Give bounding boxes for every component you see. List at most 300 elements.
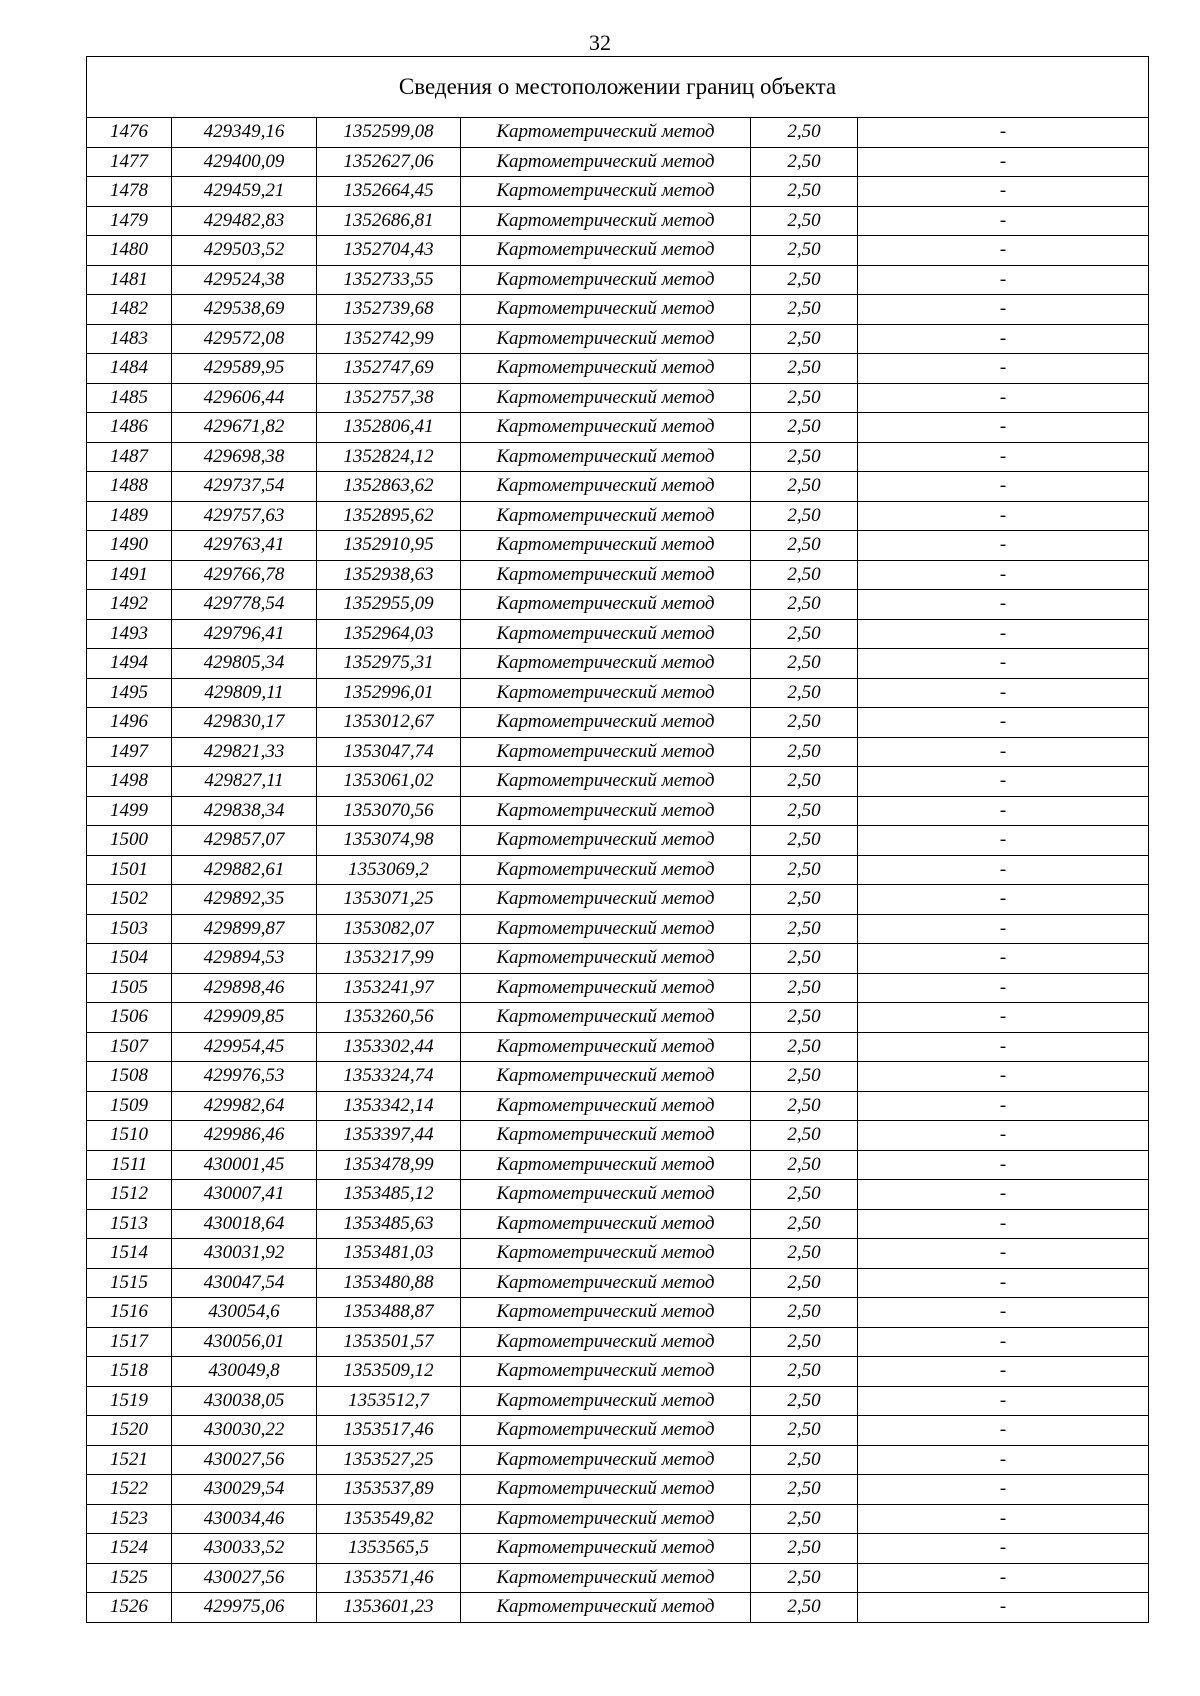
method-cell: Картометрический метод	[461, 1445, 751, 1475]
point-number-cell: 1478	[87, 177, 172, 207]
x-coordinate-cell: 429954,45	[172, 1032, 317, 1062]
method-cell: Картометрический метод	[461, 531, 751, 561]
point-number-cell: 1511	[87, 1150, 172, 1180]
y-coordinate-cell: 1353217,99	[317, 944, 461, 974]
y-coordinate-cell: 1353069,2	[317, 855, 461, 885]
method-cell: Картометрический метод	[461, 1003, 751, 1033]
y-coordinate-cell: 1353241,97	[317, 973, 461, 1003]
accuracy-cell: 2,50	[751, 1239, 858, 1269]
table-body	[87, 57, 1149, 1623]
y-coordinate-cell: 1352739,68	[317, 295, 461, 325]
accuracy-cell: 2,50	[751, 1593, 858, 1623]
description-cell: -	[858, 236, 1149, 266]
method-cell: Картометрический метод	[461, 826, 751, 856]
table-row	[87, 1062, 1149, 1092]
table-row	[87, 885, 1149, 915]
table-row	[87, 1298, 1149, 1328]
x-coordinate-cell: 429838,34	[172, 796, 317, 826]
table-row	[87, 914, 1149, 944]
table-row	[87, 649, 1149, 679]
x-coordinate-cell: 430034,46	[172, 1504, 317, 1534]
description-cell: -	[858, 147, 1149, 177]
point-number-cell: 1489	[87, 501, 172, 531]
description-cell: -	[858, 1150, 1149, 1180]
point-number-cell: 1519	[87, 1386, 172, 1416]
point-number-cell: 1486	[87, 413, 172, 443]
table-row	[87, 619, 1149, 649]
description-cell: -	[858, 118, 1149, 148]
method-cell: Картометрический метод	[461, 1268, 751, 1298]
y-coordinate-cell: 1352895,62	[317, 501, 461, 531]
x-coordinate-cell: 430007,41	[172, 1180, 317, 1210]
y-coordinate-cell: 1353082,07	[317, 914, 461, 944]
table-row	[87, 501, 1149, 531]
description-cell: -	[858, 1445, 1149, 1475]
table-row	[87, 1386, 1149, 1416]
accuracy-cell: 2,50	[751, 1032, 858, 1062]
method-cell: Картометрический метод	[461, 1357, 751, 1387]
method-cell: Картометрический метод	[461, 914, 751, 944]
x-coordinate-cell: 429982,64	[172, 1091, 317, 1121]
accuracy-cell: 2,50	[751, 1534, 858, 1564]
point-number-cell: 1516	[87, 1298, 172, 1328]
y-coordinate-cell: 1352627,06	[317, 147, 461, 177]
table-row	[87, 737, 1149, 767]
method-cell: Картометрический метод	[461, 973, 751, 1003]
y-coordinate-cell: 1353537,89	[317, 1475, 461, 1505]
x-coordinate-cell: 429830,17	[172, 708, 317, 738]
description-cell: -	[858, 1416, 1149, 1446]
description-cell: -	[858, 708, 1149, 738]
accuracy-cell: 2,50	[751, 413, 858, 443]
method-cell: Картометрический метод	[461, 472, 751, 502]
method-cell: Картометрический метод	[461, 147, 751, 177]
x-coordinate-cell: 429737,54	[172, 472, 317, 502]
method-cell: Картометрический метод	[461, 944, 751, 974]
accuracy-cell: 2,50	[751, 324, 858, 354]
y-coordinate-cell: 1352747,69	[317, 354, 461, 384]
y-coordinate-cell: 1352742,99	[317, 324, 461, 354]
table-row	[87, 1416, 1149, 1446]
table-row	[87, 1209, 1149, 1239]
y-coordinate-cell: 1352964,03	[317, 619, 461, 649]
y-coordinate-cell: 1352664,45	[317, 177, 461, 207]
method-cell: Картометрический метод	[461, 560, 751, 590]
x-coordinate-cell: 429805,34	[172, 649, 317, 679]
x-coordinate-cell: 430033,52	[172, 1534, 317, 1564]
y-coordinate-cell: 1352938,63	[317, 560, 461, 590]
table-title-row	[87, 57, 1149, 118]
y-coordinate-cell: 1353071,25	[317, 885, 461, 915]
table-row	[87, 796, 1149, 826]
y-coordinate-cell: 1353047,74	[317, 737, 461, 767]
y-coordinate-cell: 1352733,55	[317, 265, 461, 295]
x-coordinate-cell: 430031,92	[172, 1239, 317, 1269]
x-coordinate-cell: 429349,16	[172, 118, 317, 148]
point-number-cell: 1493	[87, 619, 172, 649]
point-number-cell: 1524	[87, 1534, 172, 1564]
description-cell: -	[858, 501, 1149, 531]
accuracy-cell: 2,50	[751, 885, 858, 915]
accuracy-cell: 2,50	[751, 944, 858, 974]
table-row	[87, 1239, 1149, 1269]
accuracy-cell: 2,50	[751, 295, 858, 325]
boundary-table-container	[86, 56, 1148, 1623]
y-coordinate-cell: 1353397,44	[317, 1121, 461, 1151]
description-cell: -	[858, 885, 1149, 915]
description-cell: -	[858, 1091, 1149, 1121]
table-row	[87, 265, 1149, 295]
x-coordinate-cell: 429524,38	[172, 265, 317, 295]
y-coordinate-cell: 1353481,03	[317, 1239, 461, 1269]
point-number-cell: 1500	[87, 826, 172, 856]
point-number-cell: 1507	[87, 1032, 172, 1062]
point-number-cell: 1490	[87, 531, 172, 561]
method-cell: Картометрический метод	[461, 1032, 751, 1062]
method-cell: Картометрический метод	[461, 1475, 751, 1505]
x-coordinate-cell: 429796,41	[172, 619, 317, 649]
method-cell: Картометрический метод	[461, 1593, 751, 1623]
x-coordinate-cell: 429400,09	[172, 147, 317, 177]
x-coordinate-cell: 429671,82	[172, 413, 317, 443]
description-cell: -	[858, 1327, 1149, 1357]
x-coordinate-cell: 429606,44	[172, 383, 317, 413]
accuracy-cell: 2,50	[751, 501, 858, 531]
x-coordinate-cell: 429698,38	[172, 442, 317, 472]
y-coordinate-cell: 1352686,81	[317, 206, 461, 236]
accuracy-cell: 2,50	[751, 1091, 858, 1121]
point-number-cell: 1479	[87, 206, 172, 236]
accuracy-cell: 2,50	[751, 1416, 858, 1446]
y-coordinate-cell: 1353571,46	[317, 1563, 461, 1593]
accuracy-cell: 2,50	[751, 1475, 858, 1505]
description-cell: -	[858, 1003, 1149, 1033]
method-cell: Картометрический метод	[461, 1298, 751, 1328]
point-number-cell: 1498	[87, 767, 172, 797]
description-cell: -	[858, 1386, 1149, 1416]
method-cell: Картометрический метод	[461, 619, 751, 649]
description-cell: -	[858, 1593, 1149, 1623]
table-row	[87, 1180, 1149, 1210]
table-row	[87, 1003, 1149, 1033]
method-cell: Картометрический метод	[461, 1386, 751, 1416]
x-coordinate-cell: 429892,35	[172, 885, 317, 915]
point-number-cell: 1476	[87, 118, 172, 148]
method-cell: Картометрический метод	[461, 1239, 751, 1269]
method-cell: Картометрический метод	[461, 1416, 751, 1446]
x-coordinate-cell: 429809,11	[172, 678, 317, 708]
x-coordinate-cell: 429976,53	[172, 1062, 317, 1092]
accuracy-cell: 2,50	[751, 826, 858, 856]
description-cell: -	[858, 442, 1149, 472]
method-cell: Картометрический метод	[461, 590, 751, 620]
x-coordinate-cell: 429899,87	[172, 914, 317, 944]
x-coordinate-cell: 429975,06	[172, 1593, 317, 1623]
description-cell: -	[858, 619, 1149, 649]
y-coordinate-cell: 1353517,46	[317, 1416, 461, 1446]
table-row	[87, 590, 1149, 620]
table-row	[87, 118, 1149, 148]
y-coordinate-cell: 1352975,31	[317, 649, 461, 679]
point-number-cell: 1480	[87, 236, 172, 266]
accuracy-cell: 2,50	[751, 796, 858, 826]
y-coordinate-cell: 1353342,14	[317, 1091, 461, 1121]
accuracy-cell: 2,50	[751, 118, 858, 148]
table-row	[87, 1357, 1149, 1387]
method-cell: Картометрический метод	[461, 177, 751, 207]
description-cell: -	[858, 472, 1149, 502]
accuracy-cell: 2,50	[751, 1298, 858, 1328]
description-cell: -	[858, 413, 1149, 443]
table-row	[87, 973, 1149, 1003]
point-number-cell: 1526	[87, 1593, 172, 1623]
method-cell: Картометрический метод	[461, 413, 751, 443]
x-coordinate-cell: 430030,22	[172, 1416, 317, 1446]
accuracy-cell: 2,50	[751, 737, 858, 767]
x-coordinate-cell: 430047,54	[172, 1268, 317, 1298]
method-cell: Картометрический метод	[461, 118, 751, 148]
point-number-cell: 1481	[87, 265, 172, 295]
y-coordinate-cell: 1353478,99	[317, 1150, 461, 1180]
description-cell: -	[858, 826, 1149, 856]
accuracy-cell: 2,50	[751, 1563, 858, 1593]
table-row	[87, 236, 1149, 266]
accuracy-cell: 2,50	[751, 649, 858, 679]
description-cell: -	[858, 383, 1149, 413]
accuracy-cell: 2,50	[751, 1268, 858, 1298]
description-cell: -	[858, 649, 1149, 679]
method-cell: Картометрический метод	[461, 236, 751, 266]
point-number-cell: 1518	[87, 1357, 172, 1387]
accuracy-cell: 2,50	[751, 1445, 858, 1475]
point-number-cell: 1487	[87, 442, 172, 472]
description-cell: -	[858, 1062, 1149, 1092]
description-cell: -	[858, 177, 1149, 207]
y-coordinate-cell: 1353302,44	[317, 1032, 461, 1062]
x-coordinate-cell: 429986,46	[172, 1121, 317, 1151]
y-coordinate-cell: 1353527,25	[317, 1445, 461, 1475]
method-cell: Картометрический метод	[461, 796, 751, 826]
y-coordinate-cell: 1353061,02	[317, 767, 461, 797]
accuracy-cell: 2,50	[751, 442, 858, 472]
table-row	[87, 177, 1149, 207]
description-cell: -	[858, 1121, 1149, 1151]
point-number-cell: 1495	[87, 678, 172, 708]
table-row	[87, 1534, 1149, 1564]
method-cell: Картометрический метод	[461, 649, 751, 679]
accuracy-cell: 2,50	[751, 1327, 858, 1357]
method-cell: Картометрический метод	[461, 1209, 751, 1239]
x-coordinate-cell: 429894,53	[172, 944, 317, 974]
method-cell: Картометрический метод	[461, 383, 751, 413]
x-coordinate-cell: 430029,54	[172, 1475, 317, 1505]
point-number-cell: 1513	[87, 1209, 172, 1239]
description-cell: -	[858, 1298, 1149, 1328]
point-number-cell: 1520	[87, 1416, 172, 1446]
table-row	[87, 1150, 1149, 1180]
y-coordinate-cell: 1353260,56	[317, 1003, 461, 1033]
y-coordinate-cell: 1353549,82	[317, 1504, 461, 1534]
x-coordinate-cell: 430027,56	[172, 1563, 317, 1593]
method-cell: Картометрический метод	[461, 1563, 751, 1593]
x-coordinate-cell: 429857,07	[172, 826, 317, 856]
x-coordinate-cell: 429589,95	[172, 354, 317, 384]
point-number-cell: 1491	[87, 560, 172, 590]
method-cell: Картометрический метод	[461, 1504, 751, 1534]
table-row	[87, 442, 1149, 472]
y-coordinate-cell: 1353601,23	[317, 1593, 461, 1623]
accuracy-cell: 2,50	[751, 472, 858, 502]
method-cell: Картометрический метод	[461, 1327, 751, 1357]
description-cell: -	[858, 265, 1149, 295]
point-number-cell: 1523	[87, 1504, 172, 1534]
description-cell: -	[858, 914, 1149, 944]
table-row	[87, 354, 1149, 384]
method-cell: Картометрический метод	[461, 737, 751, 767]
point-number-cell: 1517	[87, 1327, 172, 1357]
description-cell: -	[858, 1209, 1149, 1239]
table-row	[87, 1327, 1149, 1357]
x-coordinate-cell: 430018,64	[172, 1209, 317, 1239]
table-row	[87, 1593, 1149, 1623]
method-cell: Картометрический метод	[461, 1180, 751, 1210]
table-row	[87, 678, 1149, 708]
x-coordinate-cell: 429757,63	[172, 501, 317, 531]
method-cell: Картометрический метод	[461, 1534, 751, 1564]
x-coordinate-cell: 429778,54	[172, 590, 317, 620]
point-number-cell: 1492	[87, 590, 172, 620]
page-number: 32	[589, 30, 611, 55]
point-number-cell: 1506	[87, 1003, 172, 1033]
x-coordinate-cell: 429572,08	[172, 324, 317, 354]
description-cell: -	[858, 354, 1149, 384]
point-number-cell: 1485	[87, 383, 172, 413]
point-number-cell: 1509	[87, 1091, 172, 1121]
y-coordinate-cell: 1352806,41	[317, 413, 461, 443]
table-row	[87, 1032, 1149, 1062]
point-number-cell: 1505	[87, 973, 172, 1003]
point-number-cell: 1482	[87, 295, 172, 325]
x-coordinate-cell: 429882,61	[172, 855, 317, 885]
point-number-cell: 1488	[87, 472, 172, 502]
method-cell: Картометрический метод	[461, 885, 751, 915]
table-row	[87, 206, 1149, 236]
table-row	[87, 1268, 1149, 1298]
method-cell: Картометрический метод	[461, 442, 751, 472]
point-number-cell: 1514	[87, 1239, 172, 1269]
method-cell: Картометрический метод	[461, 1121, 751, 1151]
method-cell: Картометрический метод	[461, 1091, 751, 1121]
method-cell: Картометрический метод	[461, 206, 751, 236]
accuracy-cell: 2,50	[751, 1386, 858, 1416]
point-number-cell: 1510	[87, 1121, 172, 1151]
description-cell: -	[858, 678, 1149, 708]
description-cell: -	[858, 1239, 1149, 1269]
accuracy-cell: 2,50	[751, 1209, 858, 1239]
accuracy-cell: 2,50	[751, 767, 858, 797]
point-number-cell: 1504	[87, 944, 172, 974]
accuracy-cell: 2,50	[751, 1121, 858, 1151]
table-row	[87, 1091, 1149, 1121]
y-coordinate-cell: 1352910,95	[317, 531, 461, 561]
method-cell: Картометрический метод	[461, 1150, 751, 1180]
table-row	[87, 855, 1149, 885]
y-coordinate-cell: 1352704,43	[317, 236, 461, 266]
point-number-cell: 1512	[87, 1180, 172, 1210]
description-cell: -	[858, 767, 1149, 797]
y-coordinate-cell: 1352824,12	[317, 442, 461, 472]
method-cell: Картометрический метод	[461, 265, 751, 295]
x-coordinate-cell: 430054,6	[172, 1298, 317, 1328]
accuracy-cell: 2,50	[751, 914, 858, 944]
description-cell: -	[858, 590, 1149, 620]
description-cell: -	[858, 1534, 1149, 1564]
accuracy-cell: 2,50	[751, 236, 858, 266]
point-number-cell: 1501	[87, 855, 172, 885]
x-coordinate-cell: 430049,8	[172, 1357, 317, 1387]
accuracy-cell: 2,50	[751, 973, 858, 1003]
table-row	[87, 147, 1149, 177]
description-cell: -	[858, 531, 1149, 561]
y-coordinate-cell: 1352757,38	[317, 383, 461, 413]
method-cell: Картометрический метод	[461, 324, 751, 354]
accuracy-cell: 2,50	[751, 1180, 858, 1210]
accuracy-cell: 2,50	[751, 708, 858, 738]
description-cell: -	[858, 295, 1149, 325]
point-number-cell: 1499	[87, 796, 172, 826]
accuracy-cell: 2,50	[751, 1003, 858, 1033]
x-coordinate-cell: 429538,69	[172, 295, 317, 325]
y-coordinate-cell: 1353324,74	[317, 1062, 461, 1092]
point-number-cell: 1502	[87, 885, 172, 915]
table-title: Сведения о местоположении границ объекта	[87, 57, 1149, 118]
x-coordinate-cell: 429909,85	[172, 1003, 317, 1033]
table-row	[87, 1121, 1149, 1151]
x-coordinate-cell: 430027,56	[172, 1445, 317, 1475]
description-cell: -	[858, 973, 1149, 1003]
y-coordinate-cell: 1352996,01	[317, 678, 461, 708]
accuracy-cell: 2,50	[751, 619, 858, 649]
method-cell: Картометрический метод	[461, 767, 751, 797]
accuracy-cell: 2,50	[751, 1150, 858, 1180]
table-row	[87, 1504, 1149, 1534]
description-cell: -	[858, 1180, 1149, 1210]
description-cell: -	[858, 944, 1149, 974]
table-row	[87, 560, 1149, 590]
description-cell: -	[858, 324, 1149, 354]
description-cell: -	[858, 1032, 1149, 1062]
point-number-cell: 1483	[87, 324, 172, 354]
point-number-cell: 1494	[87, 649, 172, 679]
table-row	[87, 295, 1149, 325]
y-coordinate-cell: 1353485,12	[317, 1180, 461, 1210]
accuracy-cell: 2,50	[751, 383, 858, 413]
accuracy-cell: 2,50	[751, 1357, 858, 1387]
x-coordinate-cell: 430038,05	[172, 1386, 317, 1416]
boundary-coordinates-table	[86, 56, 1149, 1623]
y-coordinate-cell: 1353509,12	[317, 1357, 461, 1387]
accuracy-cell: 2,50	[751, 531, 858, 561]
table-row	[87, 708, 1149, 738]
x-coordinate-cell: 430001,45	[172, 1150, 317, 1180]
accuracy-cell: 2,50	[751, 147, 858, 177]
accuracy-cell: 2,50	[751, 855, 858, 885]
table-row	[87, 767, 1149, 797]
accuracy-cell: 2,50	[751, 560, 858, 590]
y-coordinate-cell: 1353488,87	[317, 1298, 461, 1328]
point-number-cell: 1508	[87, 1062, 172, 1092]
description-cell: -	[858, 1504, 1149, 1534]
